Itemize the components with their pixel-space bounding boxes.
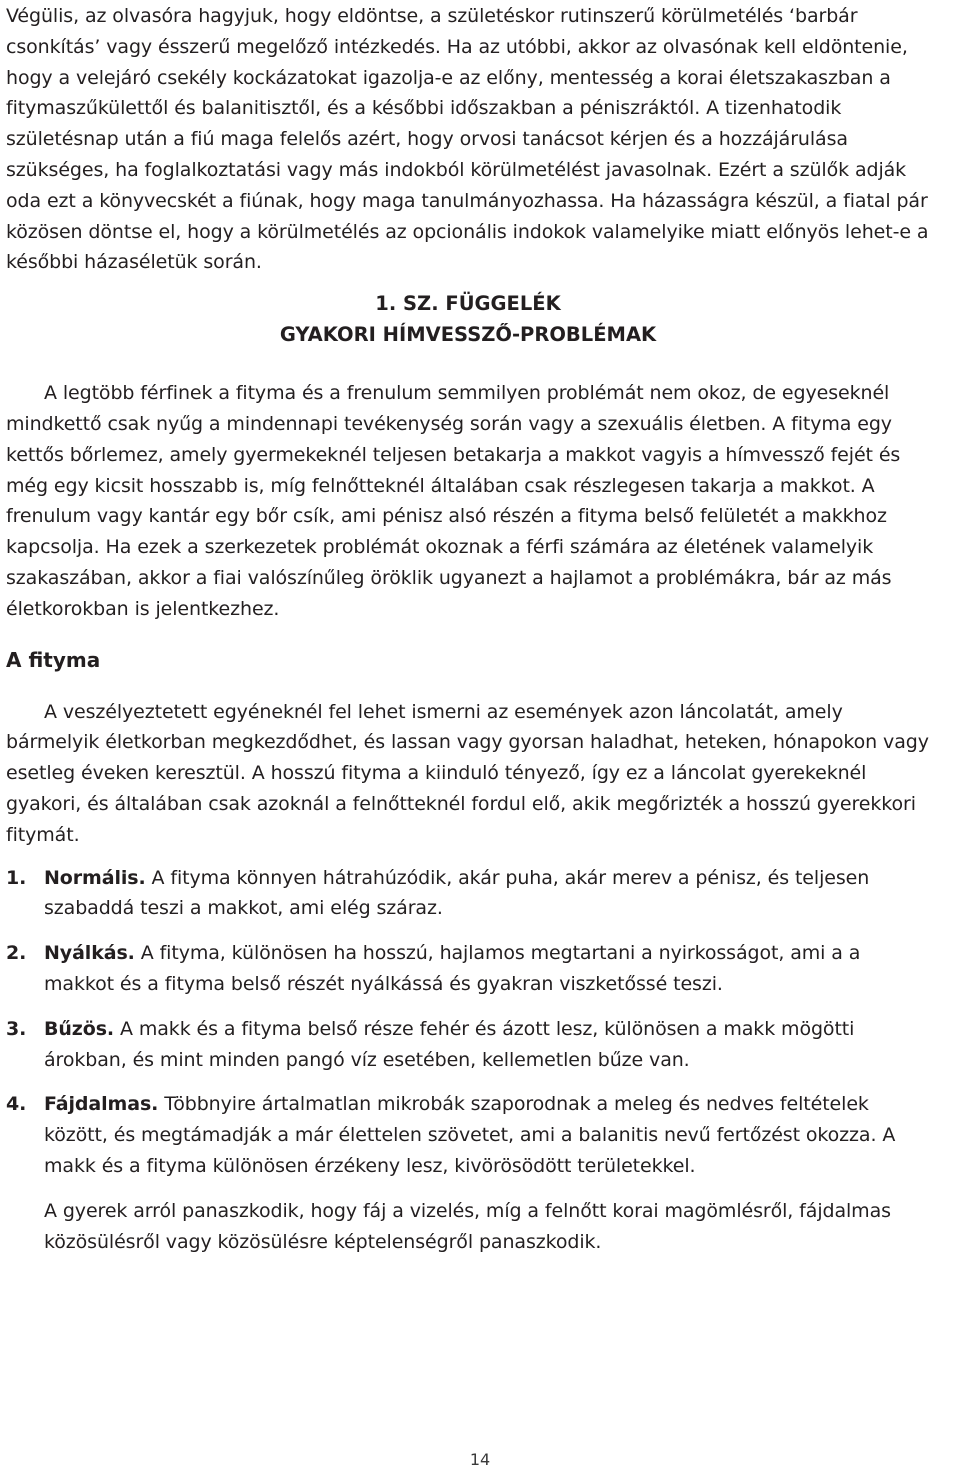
list-continuation-paragraph: A gyerek arról panaszkodik, hogy fáj a vizelés, míg a felnőtt korai magömlésről, fájdalmas közösülésről vagy közösülésre képtelenségről panaszkodik. [44,1199,891,1253]
list-item-number: 3. [6,1017,27,1040]
list-item-term: Bűzös. [44,1017,115,1040]
numbered-list [6,863,930,1258]
list-item-term: Fájdalmas. [44,1093,159,1116]
section-paragraph: A veszélyeztetett egyéneknél fel lehet ismerni az események azon láncolatát, amely bármelyik életkorban megkezdődhet, és lassan vagy gyorsan haladhat, heteken, hónapokon vagy esetleg éveken keresztül. A hosszú fityma a kiinduló tényező, így ez a láncolat gyerekeknél gyakori, és általában csak azoknál a felnőtteknél fordul elő, akik megőrizték a hosszú gyerekkori fitymát. [6,700,929,846]
intro-paragraph: Végülis, az olvasóra hagyjuk, hogy eldöntse, a születéskor rutinszerű körülmetélés ‘barbár csonkítás’ vagy ésszerű megelőző intézkedés. Ha az utóbbi, akkor az olvasónak kell eldöntenie, hogy a velejáró csekély kockázatokat igazolja-e az előny, mentesség a korai életszakaszban a fitymaszűkülettől és balanitisztől, és a későbbi időszakban a péniszráktól. A tizenhatodik születésnap után a fiú maga felelős azért, hogy orvosi tanácsot kérjen és a hozzájárulása szükséges, ha foglalkoztatási vagy más indokból körülmetélést javasolnak. Ezért a szülők adják oda ezt a könyvecskét a fiúnak, hogy maga tanulmányozhassa. Ha házasságra készül, a fiatal pár közösen döntse el, hogy a körülmetélés az opcionális indokok valamelyike miatt előnyös lehet-e a későbbi házaséletük során. [6,5,929,274]
page-number: 14 [469,1450,491,1469]
list-item-term: Normális. [44,866,146,889]
list-item-text: Többnyire ártalmatlan mikrobák szaporodnak a meleg és nedves feltételek között, és megtámadják a már élettelen szövetet, ami a balanitis nevű fertőzést okozza. A makk és a fityma különösen érzékeny lesz, kivörösödött területekkel. [44,1093,896,1177]
list-item-text: A fityma, különösen ha hosszú, hajlamos megtartani a nyirkosságot, ami a a makkot és a fityma belső részét nyálkássá és gyakran viszketőssé teszi. [44,942,861,995]
list-item-number: 4. [6,1093,27,1116]
appendix-heading [6,288,930,350]
list-item [6,863,930,925]
list-item-number: 1. [6,866,27,889]
list-item [6,938,930,1000]
list-item [6,1089,930,1181]
section-heading-fityma: A fityma [6,647,101,672]
document-page [6,0,930,1257]
appendix-number: 1. SZ. FÜGGELÉK [375,292,561,316]
list-item-text: A makk és a fityma belső része fehér és ázott lesz, különösen a makk mögötti árokban, és mint minden pangó víz esetében, kellemetlen bűze van. [44,1017,855,1071]
list-item [6,1014,930,1076]
appendix-paragraph: A legtöbb férfinek a fityma és a frenulum semmilyen problémát nem okoz, de egyeseknél mindkettő csak nyűg a mindennapi tevékenység során vagy a szexuális életben. A fityma egy kettős bőrlemez, amely gyermekeknél teljesen betakarja a makkot vagyis a hímvessző fejét és még egy kicsit hosszabb is, míg felnőtteknél általában csak részlegesen takarja a makkot. A frenulum vagy kantár egy bőr csík, ami pénisz alsó részén a fityma belső felületét a makkhoz kapcsolja. Ha ezek a szerkezetek problémát okoznak a férfi számára az életének valamelyik szakaszában, akkor a fiai valószínűleg öröklik ugyanezt a hajlamot a problémákra, bár az más életkorokban is jelentkezhez. [6,382,901,620]
appendix-title: GYAKORI HÍMVESSZŐ-PROBLÉMAK [279,323,657,347]
list-item-number: 2. [6,942,27,965]
list-item-text: A fityma könnyen hátrahúzódik, akár puha, akár merev a pénisz, és teljesen szabaddá teszi a makkot, ami elég száraz. [44,866,870,920]
list-item-term: Nyálkás. [44,942,135,965]
